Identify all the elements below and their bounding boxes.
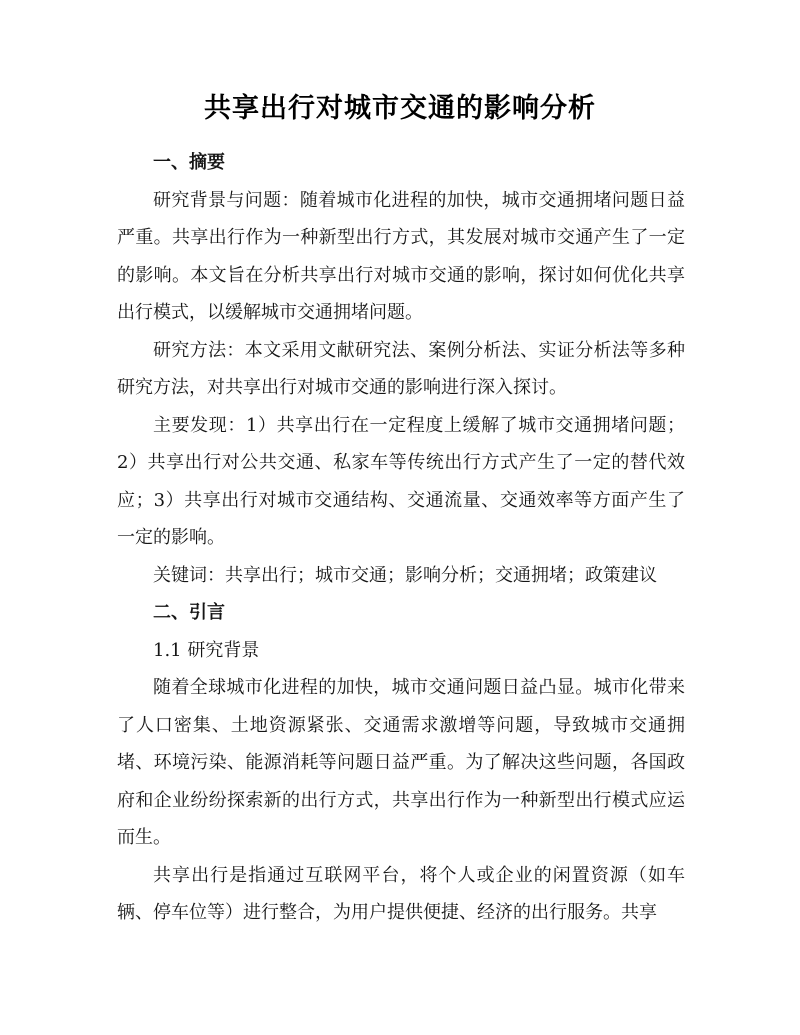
document-title: 共享出行对城市交通的影响分析 <box>204 93 596 124</box>
abstract-methods-paragraph: 研究方法：本文采用文献研究法、案例分析法、实证分析法等多种研究方法，对共享出行对城市交通的影响进行深入探讨。 <box>117 339 685 398</box>
keywords-paragraph: 关键词：共享出行；城市交通；影响分析；交通拥堵；政策建议 <box>153 564 657 586</box>
document-body <box>117 144 685 932</box>
section-heading-introduction: 二、引言 <box>153 602 225 623</box>
abstract-findings-paragraph: 主要发现：1）共享出行在一定程度上缓解了城市交通拥堵问题；2）共享出行对公共交通、私家车等传统出行方式产生了一定的替代效应；3）共享出行对城市交通结构、交通流量、交通效率等方面产生了一定的影响。 <box>117 414 685 548</box>
section-heading-abstract: 一、摘要 <box>153 152 225 173</box>
abstract-background-paragraph: 研究背景与问题：随着城市化进程的加快，城市交通拥堵问题日益严重。共享出行作为一种新型出行方式，其发展对城市交通产生了一定的影响。本文旨在分析共享出行对城市交通的影响，探讨如何优化共享出行模式，以缓解城市交通拥堵问题。 <box>117 189 685 323</box>
intro-paragraph-2: 共享出行是指通过互联网平台，将个人或企业的闲置资源（如车辆、停车位等）进行整合，为用户提供便捷、经济的出行服务。共享 <box>117 864 685 923</box>
intro-paragraph-1: 随着全球城市化进程的加快，城市交通问题日益凸显。城市化带来了人口密集、土地资源紧张、交通需求激增等问题，导致城市交通拥堵、环境污染、能源消耗等问题日益严重。为了解决这些问题，各国政府和企业纷纷探索新的出行方式，共享出行作为一种新型出行模式应运而生。 <box>117 677 685 848</box>
subsection-heading-research-background: 1.1 研究背景 <box>153 639 260 661</box>
